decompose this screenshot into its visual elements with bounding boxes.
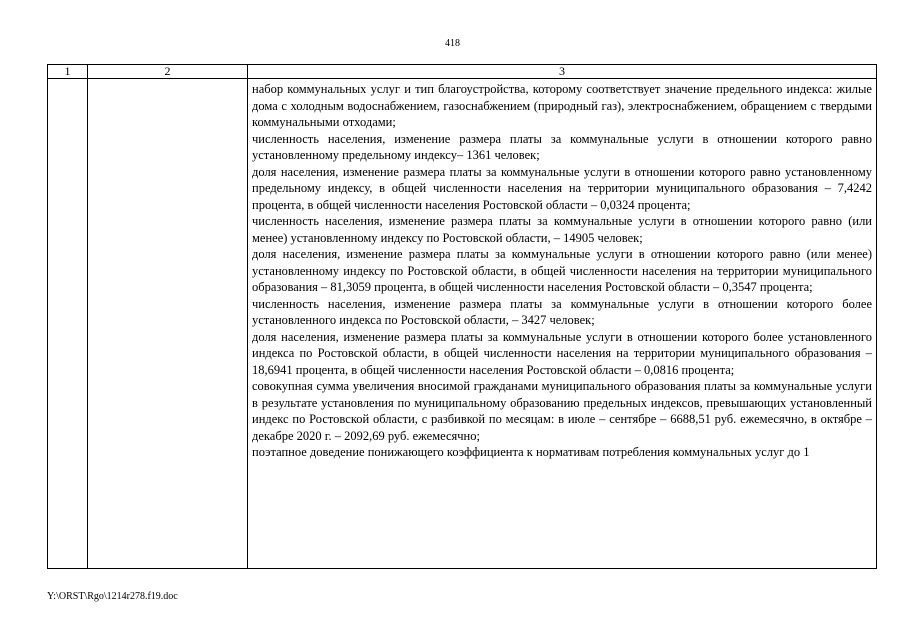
paragraph: численность населения, изменение размера платы за коммунальные услуги в отношении которого более установленного индекса по Ростовской области, – 3427 человек; — [252, 296, 872, 327]
column-header-2: 2 — [88, 65, 248, 79]
paragraph: набор коммунальных услуг и тип благоустройства, которому соответствует значение предельного индекса: жилые дома с холодным водоснабжением, газоснабжением (природный газ), электроснабжением, обращением с твердыми коммунальными отходами; — [252, 82, 872, 129]
document-table — [47, 64, 877, 569]
paragraph: доля населения, изменение размера платы за коммунальные услуги в отношении которого более установленного индекса по Ростовской области, в общей численности населения на территории муниципального образования – 18,6941 процента, в общей численности населения Ростовской области – 0,0816 процента; — [252, 329, 872, 377]
column-header-3: 3 — [248, 65, 877, 79]
page-number: 418 — [445, 38, 460, 49]
paragraph: численность населения, изменение размера платы за коммунальные услуги в отношении которого равно установленному предельному индексу– 1361 человек; — [252, 131, 872, 162]
table-cell-col3 — [248, 79, 877, 569]
paragraph: доля населения, изменение размера платы за коммунальные услуги в отношении которого равно (или менее) установленному индексу по Ростовской области, в общей численности населения на территории муниципального образования – 81,3059 процента, в общей численности населения Ростовской области – 0,3547 процента; — [252, 247, 872, 294]
column-header-1: 1 — [48, 65, 88, 79]
footer-file-path: Y:\ORST\Rgo\1214r278.f19.doc — [47, 591, 178, 602]
table-cell-col2 — [88, 79, 248, 569]
paragraph: поэтапное доведение понижающего коэффициента к нормативам потребления коммунальных услуг до 1 — [252, 445, 810, 459]
table-cell-col1 — [48, 79, 88, 569]
paragraph: совокупная сумма увеличения вносимой гражданами муниципального образования платы за коммунальные услуги в результате установления по муниципальному образованию предельных индексов, превышающих установленный индекс по Ростовской области, с разбивкой по месяцам: в июле – сентябре – 6688,51 руб. ежемесячно, в октябре – декабре 2020 г. – 2092,69 руб. ежемесячно; — [252, 379, 872, 443]
table-header-row — [48, 65, 877, 79]
paragraph: доля населения, изменение размера платы за коммунальные услуги в отношении которого равно установленному предельному индексу, в общей численности населения на территории муниципального образования – 7,4242 процента, в общей численности населения Ростовской области – 0,0324 процента; — [252, 164, 872, 212]
paragraph: численность населения, изменение размера платы за коммунальные услуги в отношении которого равно (или менее) установленному индексу по Ростовской области, – 14905 человек; — [252, 214, 872, 245]
table-body-row — [48, 79, 877, 569]
